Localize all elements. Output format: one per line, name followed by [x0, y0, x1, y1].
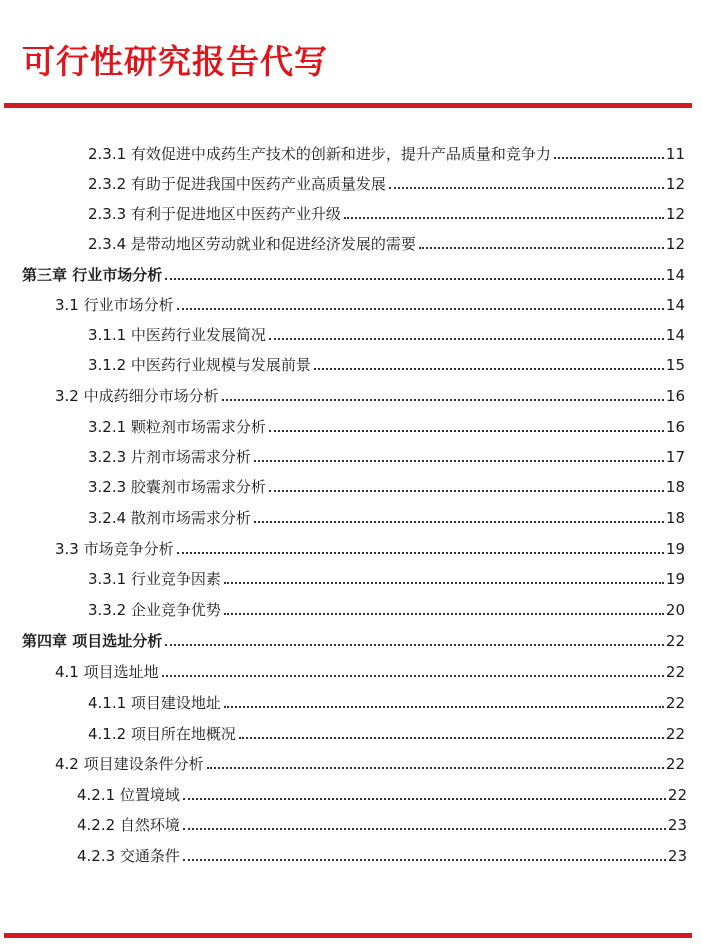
toc-page-number: 23 [667, 847, 687, 865]
toc-entry-label: 2.3.1 有效促进中成药生产技术的创新和进步，提升产品质量和竞争力 [88, 145, 551, 163]
toc-leader [165, 278, 664, 280]
toc-entry[interactable] [77, 782, 687, 804]
toc-entry-label: 4.1 项目选址地 [55, 663, 159, 681]
toc-page-number: 12 [665, 205, 685, 223]
toc-entry-label: 4.2 项目建设条件分析 [55, 755, 204, 773]
toc-entry-label: 3.3.2 企业竞争优势 [88, 601, 221, 619]
toc-leader [344, 217, 664, 219]
toc-entry-label: 第四章 项目选址分析 [22, 632, 163, 650]
toc-page-number: 20 [665, 601, 685, 619]
toc-page-number: 22 [665, 755, 685, 773]
toc-page-number: 14 [665, 326, 685, 344]
toc-leader [224, 613, 664, 615]
toc-entry[interactable] [88, 352, 685, 374]
toc-leader [224, 706, 664, 708]
toc-entry-chapter[interactable] [22, 262, 685, 284]
toc-leader [254, 460, 664, 462]
toc-page-number: 22 [665, 725, 685, 743]
toc-entry-label: 2.3.3 有利于促进地区中医药产业升级 [88, 205, 341, 223]
toc-leader [419, 247, 664, 249]
toc-entry[interactable] [88, 566, 685, 588]
toc-entry-label: 3.3 市场竞争分析 [55, 540, 174, 558]
toc-entry[interactable] [77, 812, 687, 834]
toc-entry-label: 3.2 中成药细分市场分析 [55, 387, 219, 405]
toc-page-number: 18 [665, 509, 685, 527]
toc-page-number: 23 [667, 816, 687, 834]
toc-page-number: 16 [665, 418, 685, 436]
toc-page-number: 15 [665, 356, 685, 374]
toc-leader [222, 399, 664, 401]
toc-page-number: 19 [665, 540, 685, 558]
toc-entry-label: 4.2.1 位置境域 [77, 786, 180, 804]
toc-page-number: 18 [665, 478, 685, 496]
toc-entry-label: 第三章 行业市场分析 [22, 266, 163, 284]
toc-page-number: 14 [665, 296, 685, 314]
toc-leader [207, 767, 664, 769]
toc-entry-label: 3.1.1 中医药行业发展简况 [88, 326, 266, 344]
toc-entry[interactable] [88, 414, 685, 436]
toc-entry-label: 4.2.3 交通条件 [77, 847, 180, 865]
toc-leader [177, 308, 664, 310]
toc-entry[interactable] [88, 505, 685, 527]
toc-page-number: 22 [665, 663, 685, 681]
toc-page-number: 22 [667, 786, 687, 804]
toc-entry-label: 3.2.3 片剂市场需求分析 [88, 448, 251, 466]
toc-leader [554, 157, 664, 159]
toc-leader [183, 798, 666, 800]
toc-entry[interactable] [88, 444, 685, 466]
toc-page-number: 22 [665, 632, 685, 650]
toc-page-number: 11 [665, 145, 685, 163]
header-title: 可行性研究报告代写 [22, 42, 328, 81]
toc-leader [183, 859, 666, 861]
toc-entry-label: 3.2.3 胶囊剂市场需求分析 [88, 478, 266, 496]
toc-page-number: 22 [665, 694, 685, 712]
toc-leader [314, 368, 664, 370]
toc-entry-label: 3.3.1 行业竞争因素 [88, 570, 221, 588]
toc-entry-label: 3.1.2 中医药行业规模与发展前景 [88, 356, 311, 374]
toc-leader [162, 675, 664, 677]
toc-page-number: 12 [665, 175, 685, 193]
toc-leader [177, 552, 664, 554]
toc-entry-section[interactable] [55, 751, 685, 773]
toc-entry[interactable] [88, 690, 685, 712]
toc-entry-section[interactable] [55, 536, 685, 558]
toc-entry[interactable] [88, 141, 685, 163]
toc-leader [254, 521, 664, 523]
toc-entry[interactable] [77, 843, 687, 865]
toc-entry[interactable] [88, 597, 685, 619]
toc-leader [239, 737, 664, 739]
toc-page-number: 14 [665, 266, 685, 284]
toc-entry[interactable] [88, 201, 685, 223]
toc-entry-label: 3.2.4 散剂市场需求分析 [88, 509, 251, 527]
toc-page-number: 16 [665, 387, 685, 405]
toc-entry-label: 3.1 行业市场分析 [55, 296, 174, 314]
toc-entry-label: 4.1.1 项目建设地址 [88, 694, 221, 712]
toc-entry-chapter[interactable] [22, 628, 685, 650]
toc-entry-label: 4.1.2 项目所在地概况 [88, 725, 236, 743]
toc-entry-label: 4.2.2 自然环境 [77, 816, 180, 834]
toc-leader [389, 187, 664, 189]
toc-entry-label: 3.2.1 颗粒剂市场需求分析 [88, 418, 266, 436]
toc-page-number: 12 [665, 235, 685, 253]
toc-entry[interactable] [88, 474, 685, 496]
footer-rule [4, 933, 692, 938]
toc-entry[interactable] [88, 322, 685, 344]
toc-entry[interactable] [88, 171, 685, 193]
toc-entry-label: 2.3.4 是带动地区劳动就业和促进经济发展的需要 [88, 235, 416, 253]
toc-entry[interactable] [88, 231, 685, 253]
toc-leader [269, 490, 664, 492]
toc-leader [165, 644, 664, 646]
toc-page-number: 19 [665, 570, 685, 588]
toc-leader [224, 582, 664, 584]
toc-entry[interactable] [88, 721, 685, 743]
toc-leader [183, 828, 666, 830]
toc-entry-section[interactable] [55, 383, 685, 405]
toc-entry-section[interactable] [55, 659, 685, 681]
toc-page-number: 17 [665, 448, 685, 466]
toc-entry-label: 2.3.2 有助于促进我国中医药产业高质量发展 [88, 175, 386, 193]
toc-entry-section[interactable] [55, 292, 685, 314]
toc-leader [269, 338, 664, 340]
toc-leader [269, 430, 664, 432]
